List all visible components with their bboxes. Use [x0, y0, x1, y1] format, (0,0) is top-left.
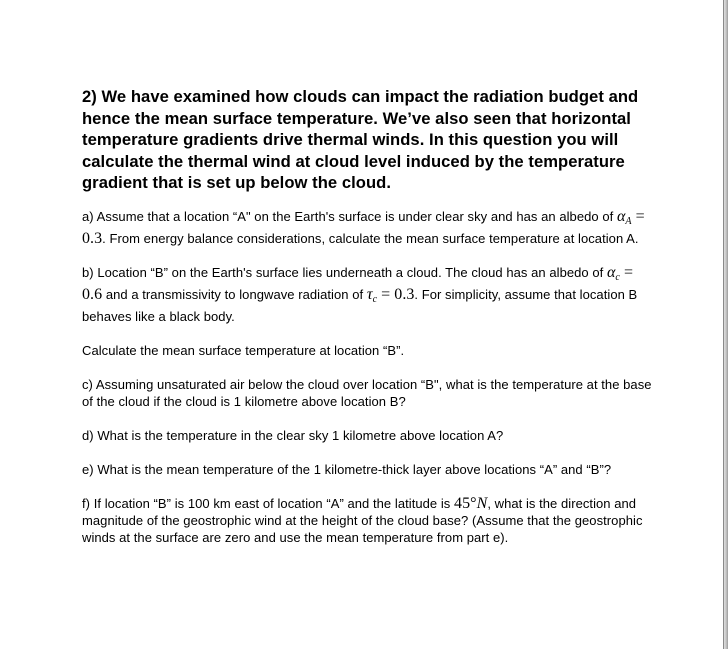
part-a-text-1: a) Assume that a location “A" on the Earth's surface is under clear sky and has an albedo of [82, 208, 617, 224]
transmissivity-subscript: c [372, 293, 378, 305]
albedo-c-symbol: α [606, 263, 616, 281]
part-f-text-2: , what is the direction and magnitude of the geostrophic wind at the height of the cloud base? (Assume that the geostrophic winds at the surface are zero and use the mean temperature from part e). [82, 495, 643, 545]
albedo-a-symbol: α [616, 207, 626, 225]
part-d: d) What is the temperature in the clear sky 1 kilometre above location A? [82, 427, 504, 443]
albedo-a-subscript: A [625, 215, 632, 227]
part-b [82, 264, 652, 325]
transmissivity-symbol: τ [366, 285, 373, 303]
part-e: e) What is the mean temperature of the 1 kilometre-thick layer above locations “A” and “B”? [82, 461, 612, 477]
part-b-text-3: . For simplicity, assume that location B behaves like a black body. [82, 286, 638, 324]
part-c: c) Assuming unsaturated air below the cloud over location “B", what is the temperature at the base of the cloud if the cloud is 1 kilometre above location B? [82, 376, 652, 409]
part-b-text-1: b) Location “B” on the Earth's surface lies underneath a cloud. The cloud has an albedo of [82, 264, 607, 280]
transmissivity-equation [367, 286, 415, 303]
albedo-c-subscript: c [615, 271, 620, 283]
part-a-text-2: . From energy balance considerations, calculate the mean surface temperature at location A. [102, 230, 639, 246]
part-a [82, 208, 652, 247]
part-b-calculate: Calculate the mean surface temperature at location “B”. [82, 342, 405, 358]
albedo-a-value: = 0.3 [82, 207, 645, 247]
part-f [82, 495, 652, 546]
page-edge [723, 0, 728, 649]
question-heading: 2) We have examined how clouds can impact the radiation budget and hence the mean surface temperature. We’ve also seen that horizontal temperature gradients drive thermal winds. In this question you will calculate the thermal wind at cloud level induced by the temperature gradient that is set up below the cloud. [82, 87, 639, 193]
albedo-c-value: = 0.6 [82, 263, 634, 303]
document-content [82, 86, 652, 563]
part-f-text-1: f) If location “B” is 100 km east of location “A” and the latitude is [82, 495, 455, 511]
latitude-value [454, 495, 487, 512]
part-b-text-2: and a transmissivity to longwave radiation of [102, 286, 367, 302]
latitude-unit: N [476, 494, 488, 512]
latitude-degrees: 45° [454, 494, 477, 512]
transmissivity-value: = 0.3 [377, 285, 415, 303]
